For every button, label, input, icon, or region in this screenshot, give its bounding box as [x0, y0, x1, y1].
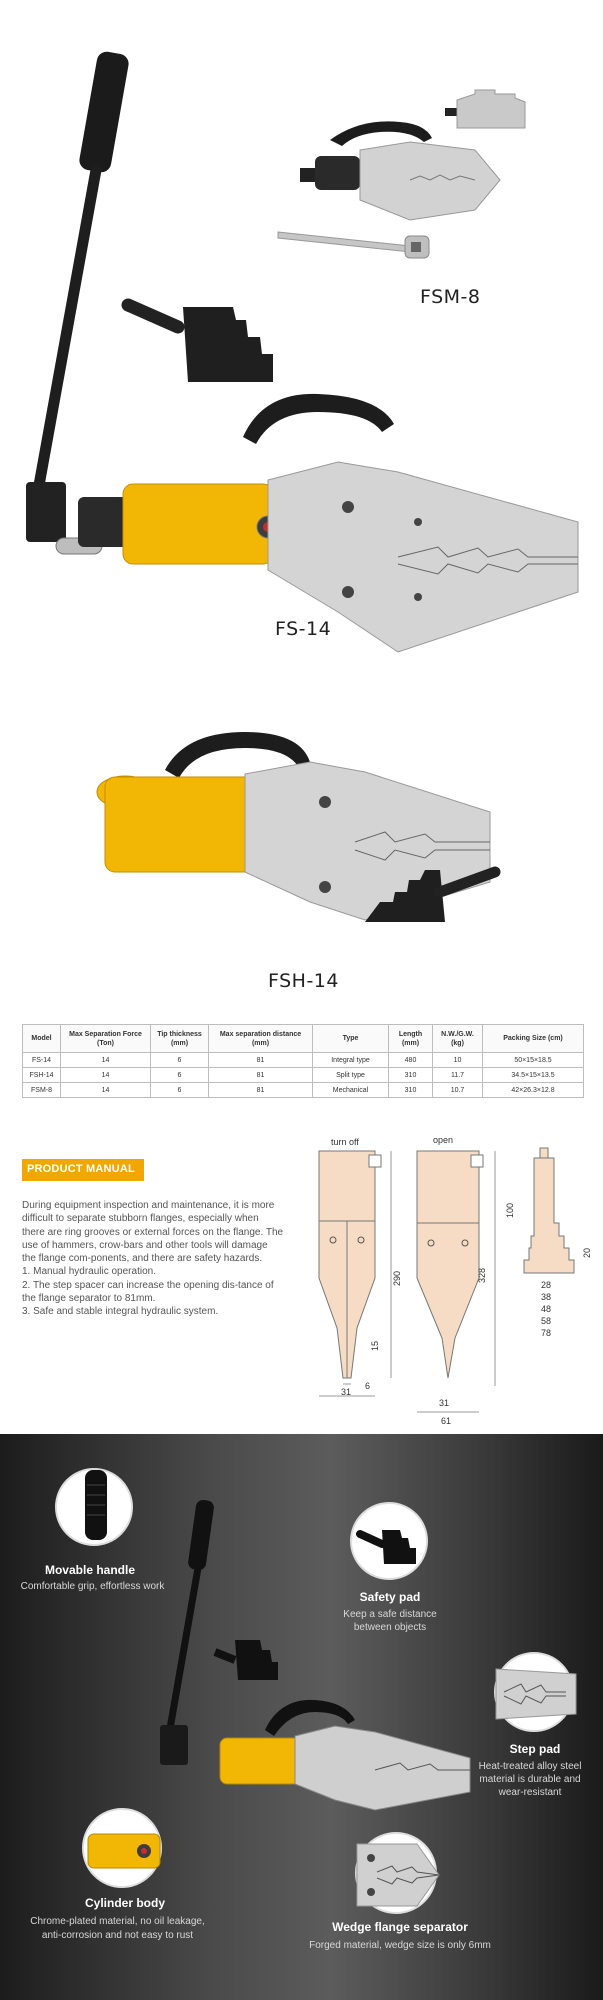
table-cell: 11.7 [433, 1068, 483, 1083]
dim-20: 20 [582, 1247, 592, 1258]
table-cell: 310 [389, 1083, 433, 1098]
handle-desc: Comfortable grip, effortless work [20, 1581, 165, 1592]
table-cell: FSH-14 [23, 1068, 61, 1083]
wedge-title: Wedge flange separator [332, 1920, 468, 1934]
cylinder-desc-2: anti-corrosion and not easy to rust [41, 1930, 194, 1941]
table-cell: 10.7 [433, 1083, 483, 1098]
step-pad-icon [496, 1654, 576, 1734]
dim-38: 38 [541, 1292, 552, 1302]
header-weight: N.W./G.W. (kg) [433, 1025, 483, 1053]
cylinder-desc-1: Chrome-plated material, no oil leakage, [30, 1916, 205, 1927]
dimension-diagram-bottom [305, 1387, 505, 1432]
manual-item-2: 2. The step spacer can increase the opening dis-tance of the flange separator to 81mm. [22, 1279, 274, 1305]
wedge-desc: Forged material, wedge size is only 6mm [309, 1940, 491, 1951]
table-cell: 480 [389, 1053, 433, 1068]
table-cell: 81 [209, 1053, 313, 1068]
table-cell: 14 [61, 1068, 151, 1083]
safety-pad-desc-1: Keep a safe distance [343, 1609, 437, 1620]
table-cell: 34.5×15×13.5 [483, 1068, 584, 1083]
safety-pad-title: Safety pad [359, 1590, 421, 1604]
header-tip: Tip thickness (mm) [151, 1025, 209, 1053]
header-model: Model [23, 1025, 61, 1053]
header-force: Max Separation Force (Ton) [61, 1025, 151, 1053]
fsh14-cylinder [105, 777, 255, 872]
fsh14-label: FSH-14 [268, 970, 339, 992]
table-cell: Split type [313, 1068, 389, 1083]
dim-328: 328 [477, 1267, 487, 1283]
dim-28: 28 [541, 1280, 552, 1290]
step-pad-title: Step pad [509, 1742, 561, 1756]
table-cell: 10 [433, 1053, 483, 1068]
dim-61: 61 [441, 1416, 452, 1426]
table-cell: FSM-8 [23, 1083, 61, 1098]
cylinder-body-icon [84, 1810, 164, 1890]
table-cell: 14 [61, 1083, 151, 1098]
table-cell: FS-14 [23, 1053, 61, 1068]
cylinder-callout-circle [82, 1808, 162, 1888]
diagram-open-shape [417, 1151, 483, 1378]
fsh14-illustration [95, 722, 565, 972]
table-cell: 310 [389, 1068, 433, 1083]
product-manual-text [22, 1199, 284, 1319]
wedge-callout-circle [355, 1832, 437, 1914]
dim-6: 6 [365, 1381, 371, 1391]
table-cell: Integral type [313, 1053, 389, 1068]
table-row [23, 1053, 584, 1068]
fs14-long-handle [26, 50, 130, 554]
table-cell: 50×15×18.5 [483, 1053, 584, 1068]
header-distance: Max separation distance (mm) [209, 1025, 313, 1053]
dim-31-open: 31 [439, 1398, 450, 1408]
table-row [23, 1068, 584, 1083]
dim-78: 78 [541, 1328, 552, 1338]
table-cell: Mechanical [313, 1083, 389, 1098]
safety-pad-callout-circle [350, 1502, 428, 1580]
fs14-top-handle [243, 394, 394, 444]
diagram-step-pad [524, 1148, 574, 1273]
manual-item-3: 3. Safe and stable integral hydraulic system. [22, 1306, 219, 1318]
cylinder-title: Cylinder body [84, 1896, 165, 1910]
wedge-separator-icon [357, 1834, 439, 1916]
manual-paragraph: During equipment inspection and maintenance, it is more difficult to separate stubborn flanges, especially when there are ring grooves or external forces on the flange. The use of hammers, crow-bars and other tools will damage the flange com-ponents, and there are safety hazards. [22, 1200, 284, 1265]
step-pad-desc-1: Heat-treated alloy steel [478, 1761, 582, 1772]
handle-callout-circle [55, 1468, 133, 1546]
handle-title: Movable handle [44, 1563, 136, 1577]
label-turn-off: turn off [331, 1137, 359, 1147]
fs14-label: FS-14 [275, 618, 332, 640]
fs14-step-pad [128, 305, 273, 382]
table-cell: 6 [151, 1068, 209, 1083]
handle-grip-icon [57, 1470, 135, 1548]
header-packing: Packing Size (cm) [483, 1025, 584, 1053]
dim-100: 100 [505, 1202, 515, 1218]
label-open: open [433, 1135, 454, 1145]
header-length: Length (mm) [389, 1025, 433, 1053]
table-cell: 6 [151, 1083, 209, 1098]
header-type: Type [313, 1025, 389, 1053]
dim-48: 48 [541, 1304, 552, 1314]
table-cell: 6 [151, 1053, 209, 1068]
product-manual-tag: PRODUCT MANUAL [22, 1159, 144, 1181]
table-cell: 81 [209, 1083, 313, 1098]
spec-table [22, 1024, 584, 1098]
dimension-diagram [305, 1128, 595, 1396]
fsh14-chrome-body [245, 762, 490, 920]
table-cell: 42×26.3×12.8 [483, 1083, 584, 1098]
step-pad-callout-circle [494, 1652, 574, 1732]
fsm8-label: FSM-8 [420, 286, 481, 308]
dim-31-turn-off: 31 [341, 1387, 352, 1397]
dim-15: 15 [370, 1340, 380, 1351]
step-pad-desc-2: material is durable and [479, 1774, 581, 1785]
fs14-illustration [18, 52, 588, 612]
table-row [23, 1083, 584, 1098]
safety-pad-icon [352, 1504, 430, 1582]
manual-item-1: 1. Manual hydraulic operation. [22, 1266, 156, 1278]
table-cell: 81 [209, 1068, 313, 1083]
dim-290: 290 [392, 1270, 402, 1286]
dim-58: 58 [541, 1316, 552, 1326]
safety-pad-desc-2: between objects [353, 1622, 427, 1633]
step-pad-desc-3: wear-resistant [498, 1787, 562, 1798]
table-cell: 14 [61, 1053, 151, 1068]
spec-table-header-row [23, 1025, 584, 1053]
fs14-cylinder [123, 484, 273, 564]
